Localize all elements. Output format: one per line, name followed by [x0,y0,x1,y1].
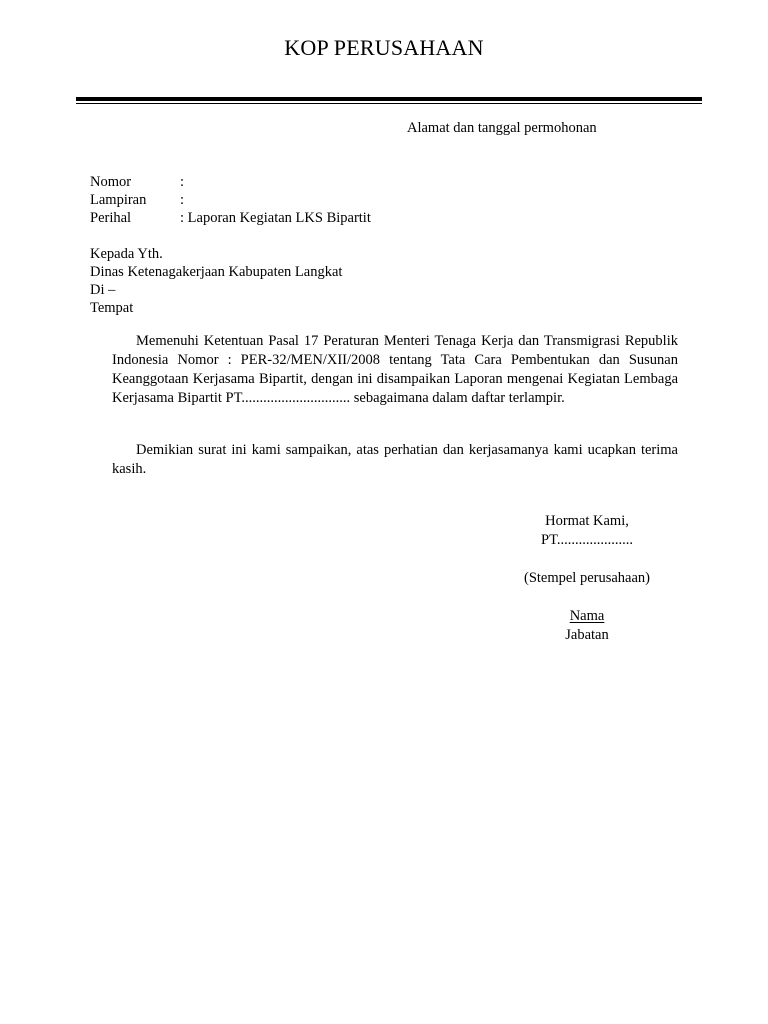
signature-gap [487,550,687,569]
signature-gap [487,588,687,607]
letterhead-rule-thin [76,103,702,104]
address-tempat: Tempat [90,300,134,316]
signature-position: Jabatan [565,627,609,643]
meta-value-perihal: : Laporan Kegiatan LKS Bipartit [180,210,371,226]
meta-label-perihal: Perihal [90,210,132,226]
meta-value-lampiran: : [180,192,185,208]
meta-row-perihal [90,209,371,227]
signature-company: PT..................... [541,532,633,548]
meta-value-nomor: : [180,174,185,190]
body-paragraph-2-text: Demikian surat ini kami sampaikan, atas perhatian dan kerjasamanya kami ucapkan terima kasih. [112,442,678,477]
address-recipient: Dinas Ketenagakerjaan Kabupaten Langkat [90,264,343,280]
meta-label-nomor: Nomor [90,174,132,190]
signature-closing: Hormat Kami, [545,513,629,529]
letterhead-rule-thick [76,97,702,101]
body-paragraph-2 [112,441,678,479]
place-date-line: Alamat dan tanggal permohonan [407,120,597,136]
address-di: Di – [90,282,116,298]
signature-stamp: (Stempel perusahaan) [523,570,651,586]
meta-label-lampiran: Lampiran [90,192,147,208]
meta-row-nomor [90,173,371,191]
body-paragraph-1 [112,332,678,408]
letter-meta [90,173,371,227]
body-paragraph-1-text: Memenuhi Ketentuan Pasal 17 Peraturan Menteri Tenaga Kerja dan Transmigrasi Republik Indonesia Nomor : PER-32/MEN/XII/2008 tentang Tata Cara Pembentukan dan Susunan Keanggotaan Kerjasama Bipartit, dengan ini disampaikan Laporan mengenai Kegiatan Lembaga Kerjasama Bipartit PT.............................. sebagaimana dalam daftar terlampir. [112,333,678,406]
meta-row-lampiran [90,191,371,209]
signature-block [487,512,687,645]
recipient-address [90,245,342,317]
address-salutation: Kepada Yth. [90,246,163,262]
signature-name: Nama [569,608,605,624]
letterhead-title: KOP PERUSAHAAN [284,35,484,60]
